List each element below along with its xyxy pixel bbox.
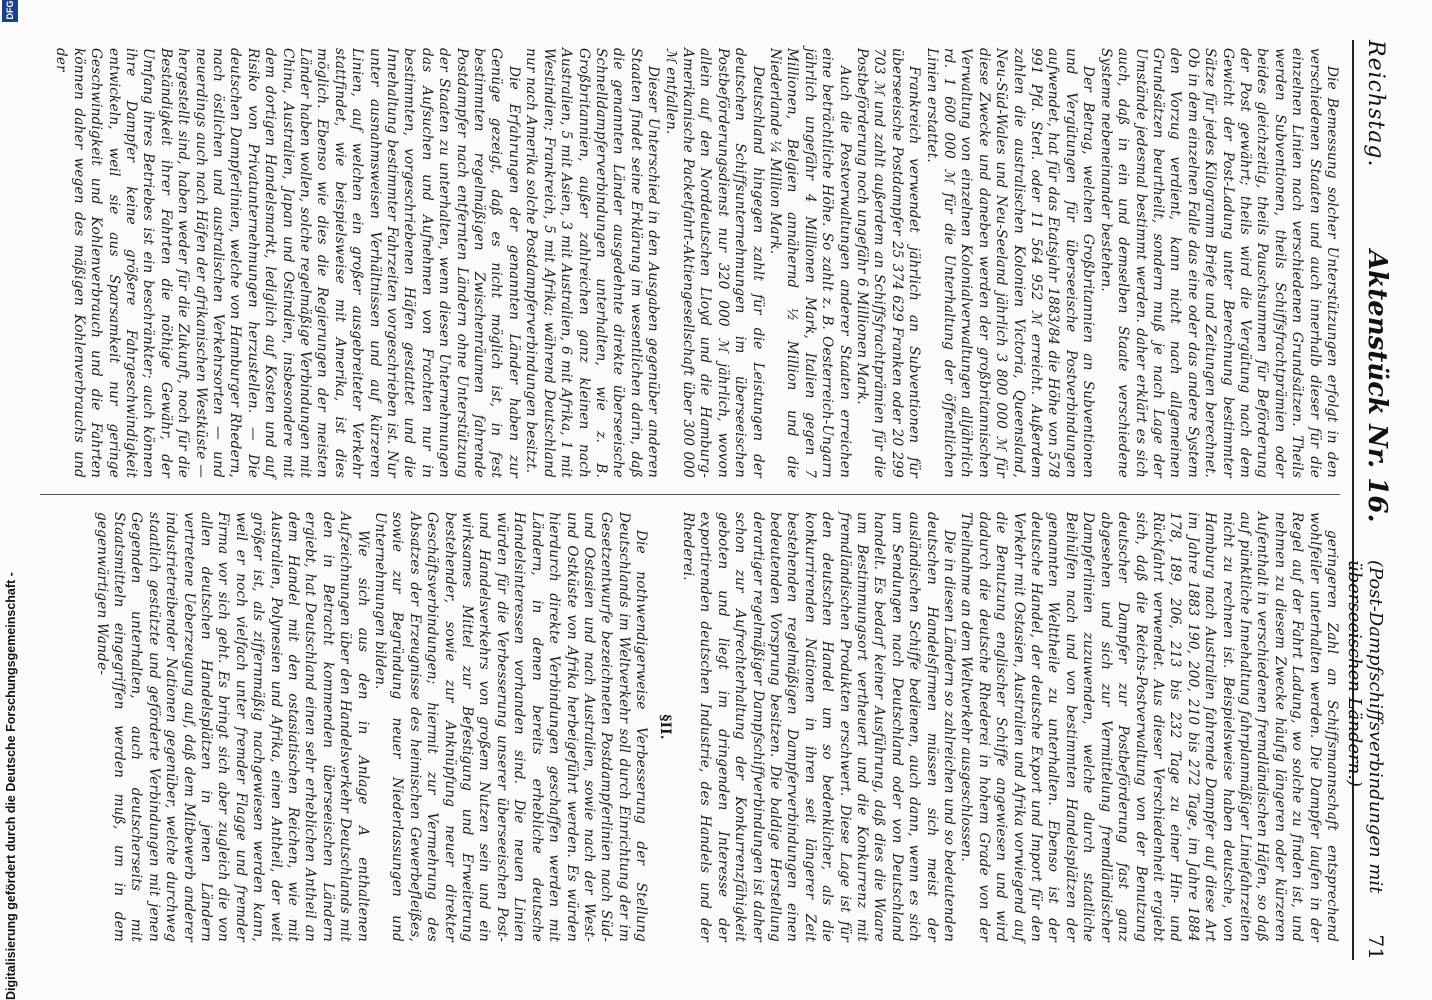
paragraph: Auch die Postverwaltungen anderer Staaten erreichen eine beträchtliche Höhe. So zahlt z. B. Oesterreich-Ungarn jährlich ungefähr 4 Millionen Mark, Italien gegen 7 Millionen, Belgien annähernd ½ Million und die Niederlande ¼ Million Mark. (767, 48, 853, 478)
paragraph: Frankreich verwendet jährlich an Subventionen für überseeische Postdampfer 25 374 629 Franken oder 20 299 703 ℳ und zahlt außerdem an Schiffsfrachtprämien für die Postbeförderung noch ungefähr 6 Millionen Mark. (854, 48, 923, 478)
paragraph: Die nothwendigerweise Verbesserung der Stellung Deutschlands im Weltverkehr soll durch Einrichtung der im Gesetzentwurfe bezeichneten Postdampferlinien nach Süd- und Ostasien und nach Australien, sowie nach der West- und Ostküste von Afrika herbeigeführt werden. Es würden hierdurch direkte Verbindungen geschaffen werden mit Ländern, in denen bereits erhebliche deutsche Handelsinteressen vorhanden sind. Die neuen Linien würden für die Verbesserung unserer überseeischen Post- und Handelsverkehrs von großem Nutzen sein und ein wirksames Mittel zur Befestigung und Erweiterung bestehender, sowie zur Anknüpfung neuer direkter Geschäftsverbindungen; hiermit zur Vermehrung des Absatzes der Erzeugnisse des heimischen Gewerbefleißes, sowie zur Begründung neuer Niederlassungen und Unternehmungen bilden. (372, 512, 650, 942)
header-document-number: Aktenstück Nr. 16. (1362, 250, 1392, 523)
text-column-right (30, 512, 1340, 942)
column-divider (40, 494, 1340, 495)
footer-rotated (4, 0, 28, 1000)
paragraph: Die Erfahrungen der genannten Länder haben zur Genüge gezeigt, daß es nicht möglich ist, in fest bestimmten regelmäßigen Zwischenräumen fahrende Postdampfer nach entfernten Ländern ohne Unterstützung der Staaten zu unterhalten, wenn diesen Unternehmungen das Aufsuchen und Aufnehmen von Frachten nur in bestimmten, vorgeschriebenen Häfen gestattet und die Innehaltung bestimmter Fahrzeiten vorgeschrieben ist. Nur unter ausnahmsweisen Verhältnissen und auf kürzeren Linien, auf welchen ein großer ausgebreiteter Verkehr stattfindet, wie beispielsweise mit Amerika, ist dies möglich. Ebenso wie dies die Regierungen der meisten Länder haben wollen, solche regelmäßige Verbindungen mit China, Australien, Japan und Ostindien, insbesondere mit dem dortigen Handelsmarkt, lediglich auf Kosten und auf Risiko von Privatunternehmungen herzustellen. — Die deutschen Dampferlinien, welche von Hamburger Rhedern, nach östlichen und australischen Verkehrsorten — und neuerdings auch nach Häfen der afrikanischen Westküste — hergestellt sind, haben weder für die Zukunft, noch für die Beständigkeit ihrer Fahrten die nöthige Gewähr, der Umfang ihres Betriebes ist ein beschränkter; auch können ihre Dampfer keine größere Fahrgeschwindigkeit entwickeln, weil sie aus Sparsamkeit nur geringe Geschwindigkeit und Kohlenverbrauch und die Fahrten können daher wegen des mäßigen Kohlenverbrauchs und der (53, 48, 522, 478)
page-header (1344, 40, 1394, 960)
page-number: 71 (1364, 934, 1388, 960)
section-heading: §II. (656, 714, 673, 740)
paragraph: Die Bemessung solcher Unterstützungen erfolgt in den verschiedenen Staaten und auch innerhalb dieser für die einzelnen Linien nach verschiedenen Grundsätzen. Theils werden Subventionen, theils Schiffsfrachtprämien oder beides gleichzeitig, theils Pauschsummen für Beförderung der Post gewährt; theils wird die Vergütung nach dem Gewicht der Post-Ladung unter Berechnung bestimmter Sätze für jedes Kilogramm Briefe und Zeitungen berechnet. Ob in dem einzelnen Falle das eine oder das andere System den Vorzug verdient, kann nicht nach allgemeinen Grundsätzen beurtheilt, sondern muß je nach Lage der Umstände jedesmal bestimmt werden. daher erklärt es sich auch, daß in ein und demselben Staate verschiedene Systeme nebeneinander bestehen. (1097, 48, 1340, 478)
paragraph: Wie sich aus den in Anlage A enthaltenen Aufzeichnungen über den Handelsverkehr Deutschlands mit den in Betracht kommenden überseeischen Ländern ergiebt, hat Deutschland einen sehr erheblichen Antheil an dem Handel mit den ostasiatischen Reichen, wie mit Australien, Polynesien und Afrika, einen Antheil, der weit größer ist, als ziffernmäßig nachgewiesen werden kann, weil er noch vielfach unter fremder Flagge und fremder Firma vor sich geht. Es bringt sich aber zugleich die von allen deutschen Handelsplätzen in jenen Ländern vertretene Ueberzeugung auf, daß dem Mitbewerb anderer industrietreibender Nationen gegenüber, welche durchweg staatlich gestützte und geförderte Verbindungen mit jenen Gegenden unterhalten, auch deutscherseits mit Staatsmitteln eingegriffen werden muß, um in dem gegenwärtigen Wande- (93, 512, 371, 942)
digitization-credit: Digitalisierung gefördert durch die Deutsche Forschungsgemeinschaft - (4, 572, 18, 1000)
paragraph: geringeren Zahl an Schiffsmannschaft entsprechend wohlfeiler unterhalten werden. Die Dampfer laufen in der Regel auf der Fahrt Ladung, wo solche zu finden ist, und nehmen zu diesem Zwecke häufig längeren oder kürzeren Aufenthalt in verschiedenen fremdländischen Häfen, so daß auf pünktliche Innehaltung fahrplanmäßiger Liniefahrzeiten nicht zu rechnen ist. Beispielsweise haben deutsche, von Hamburg nach Australien fahrende Dampfer auf diese Art im Jahre 1883 190, 200, 210 bis 272 Tage, im Jahre 1884 178, 189, 206, 213 bis 232 Tage zu einer Hin- und Rückfahrt verwendet. Aus dieser Verschiedenheit ergiebt sich, daß die Reichs-Postverwaltung von der Benutzung deutscher Dampfer zur Postbeförderung fast ganz abgesehen und sich zur Vermittelung fremdländischer Dampferlinien zuzuwenden, welche durch staatliche Beihülfen nach und von bestimmten Handelsplätzen der genannten Welttheile zu unterhalten. Ebenso ist der deutsche Handel, der deutsche Export und Import für den Verkehr mit Ostasien, Australien und Afrika vorwiegend auf die Benutzung englischer Schiffe angewiesen und wird dadurch die deutsche Rhederei in hohem Grade von der Theilnahme an dem Weltverkehr ausgeschlossen. (958, 512, 1340, 942)
header-subject: (Post-Dampfschiffsverbindungen mit überseeischen Ländern.) (1344, 560, 1386, 894)
paragraph: Dieser Unterschied in den Ausgaben gegenüber anderen Staaten findet seine Erklärung im wesentlichen darin, daß die genannten Länder ausgedehnte direkte überseeische Schnelldampferverbindungen unterhalten, wie z. B. Großbritannien, außer zahlreichen ganz kleinen nach Australien, 5 mit Asien, 3 mit Australien, 6 mit Afrika, 1 mit Westindien; Frankreich, 5 mit Afrika; während Deutschland nur nach Amerika solche Postdampferverbindungen besitzt. (523, 48, 662, 478)
paragraph: Die in diesen Ländern so zahlreichen und so bedeutenden deutschen Handelsfirmen müssen sich meist der ausländischen Schiffe bedienen, auch dann, wenn es sich um Sendungen nach Deutschland oder von Deutschland handelt. Es bedarf keiner Ausführung, daß dies die Waare um Bestimmungsort vertheuert und die Konkurrenz mit fremdländischen Produkten erschwert. Diese Lage ist für den deutschen Handel um so bedenklicher, als die konkurrirenden Nationen in ihren seit längerer Zeit bestehenden regelmäßigen Dampferverbindungen einen bedeutenden Vorsprung besitzen. Die baldige Herstellung derartiger regelmäßiger Dampfschiffverbindungen ist daher schon zur Aufrechterhaltung der Konkurrenzfähigkeit geboten und liegt im dringenden Interesse der exportirenden deutschen Industrie, des Handels und der Rhederei. (679, 512, 958, 942)
dfg-logo: DFG (2, 0, 18, 22)
header-left: Reichstag. (1363, 40, 1388, 168)
paragraph: Deutschland hingegen zahlt für die Leistungen der deutschen Schiffsunternehmungen im überseeischen Postbeförderungsdienst nur 320 000 ℳ jährlich, wovon allein auf den Norddeutschen Lloyd und die Hamburg-Amerikanische Packetfahrt-Aktiengesellschaft über 300 000 ℳ entfallen. (662, 48, 766, 478)
text-column-left (30, 48, 1340, 478)
paragraph: Der Betrag, welchen Großbritannien an Subventionen und Vergütungen für überseeische Postverbindungen aufwendet, hat für das Etatsjahr 1883/84 die Höhe von 578 991 Pfd. Sterl. oder 11 564 952 ℳ erreicht. Außerdem zahlen die australischen Kolonien Victoria, Queensland, Neu-Süd-Wales und Neu-Seeland jährlich 3 800 000 ℳ für diese Zwecke und daneben werden der großbritannischen Verwaltung von einzelnen Kolonialverwaltungen alljährlich rd. 1 600 000 ℳ für die Unterhaltung der öffentlichen Linien erstattet. (923, 48, 1097, 478)
